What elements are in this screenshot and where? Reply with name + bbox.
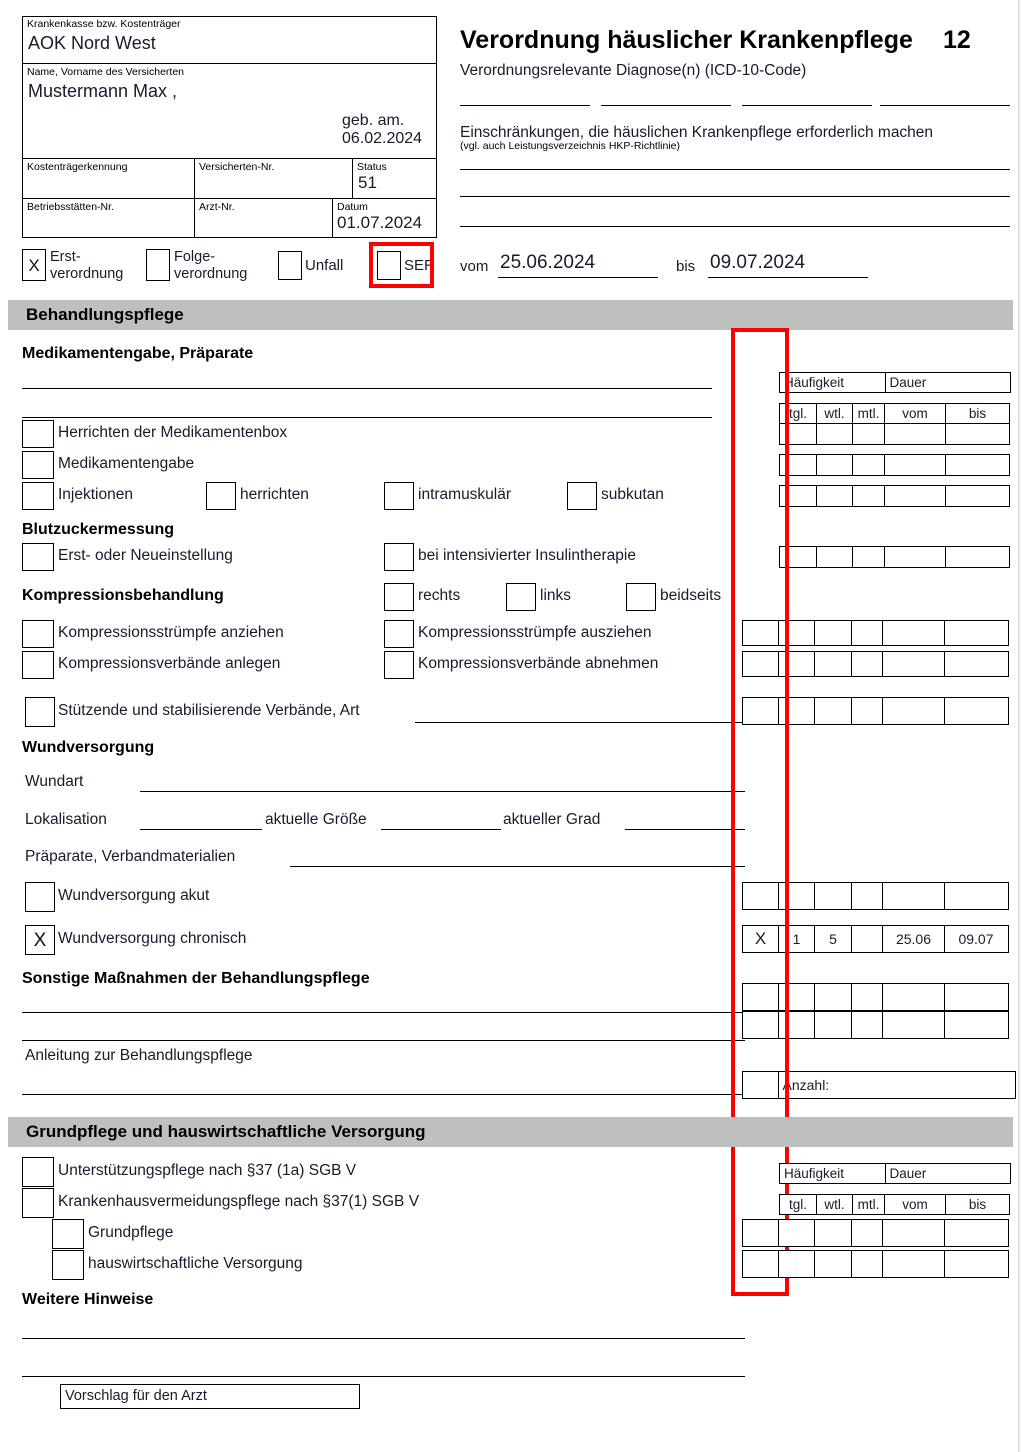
- freq-bis[interactable]: [944, 620, 1009, 646]
- birthdate-value[interactable]: 06.02.2024: [342, 130, 423, 147]
- heading-medikamentengabe: Medikamentengabe, Präparate: [22, 345, 254, 362]
- checkbox-folgeverordnung[interactable]: [146, 249, 170, 281]
- status-label: Status: [357, 161, 387, 173]
- freq-tgl[interactable]: 1: [778, 925, 816, 953]
- label-kompression-rechts: rechts: [418, 587, 461, 604]
- freq-wtl[interactable]: [814, 620, 852, 646]
- label-krankenhausvermeidungspflege: Krankenhausvermeidungspflege nach §37(1) SGB V: [58, 1193, 420, 1210]
- freq-wtl[interactable]: [816, 546, 854, 568]
- birthdate-label: geb. am.: [342, 112, 405, 129]
- freq-wtl[interactable]: 5: [814, 925, 852, 953]
- freq-tgl[interactable]: [779, 454, 817, 476]
- header-dauer: Dauer: [885, 1163, 1011, 1184]
- payer-id-label: Kostenträgerkennung: [27, 161, 128, 173]
- freq-tgl[interactable]: [778, 651, 816, 677]
- freq-bis[interactable]: [944, 983, 1009, 1011]
- freq-tgl[interactable]: [778, 1250, 816, 1278]
- freq-row-sonstige-1[interactable]: [742, 983, 1009, 1011]
- period-from-underline: [498, 277, 658, 278]
- checkbox-unterstuetzungspflege[interactable]: [22, 1157, 54, 1187]
- freq-row-injektionen[interactable]: [779, 485, 1010, 507]
- freq-tgl[interactable]: [778, 983, 816, 1011]
- header-haeufigkeit: Häufigkeit: [779, 1163, 886, 1184]
- freq-mtl[interactable]: [851, 925, 884, 953]
- freq-vom[interactable]: [884, 423, 947, 445]
- freq-bis[interactable]: [945, 546, 1010, 568]
- checkbox-blutzucker-ersteinstellung[interactable]: [22, 543, 54, 571]
- freq-row-wundversorgung-chronisch[interactable]: [742, 925, 1009, 953]
- icd-code-field-3[interactable]: [742, 105, 872, 106]
- freq-bis[interactable]: [944, 1219, 1009, 1247]
- label-erstverordnung: [50, 249, 123, 283]
- insurer-row: [22, 16, 437, 64]
- vorschlag-fuer-arzt-label: Vorschlag für den Arzt: [65, 1388, 207, 1404]
- checkbox-grundpflege[interactable]: [52, 1219, 84, 1249]
- freq-bis[interactable]: [945, 454, 1010, 476]
- freq-tgl[interactable]: [778, 882, 816, 910]
- freq-row-wundversorgung-akut[interactable]: [742, 882, 1009, 910]
- freq-wtl[interactable]: [814, 697, 852, 725]
- period-to-value[interactable]: 09.07.2024: [710, 252, 806, 273]
- issue-date-value[interactable]: 01.07.2024: [337, 213, 423, 232]
- diagnosis-label: Verordnungsrelevante Diagnose(n) (ICD-10-Code): [460, 62, 807, 79]
- freq-row-hauswirtschaftliche-versorgung[interactable]: [742, 1250, 1009, 1278]
- freq-mtl[interactable]: [851, 1011, 884, 1039]
- label-blutzucker-ersteinstellung: Erst- oder Neueinstellung: [58, 547, 233, 564]
- freq-wtl[interactable]: [814, 1219, 852, 1247]
- label-wundversorgung-akut: Wundversorgung akut: [58, 887, 210, 904]
- freq-bis[interactable]: [944, 1011, 1009, 1039]
- freq-wtl[interactable]: [816, 454, 854, 476]
- freq-bis[interactable]: [944, 1250, 1009, 1278]
- freq-wtl[interactable]: [814, 1250, 852, 1278]
- heading-kompressionsbehandlung: Kompressionsbehandlung: [22, 587, 224, 604]
- period-to-underline: [708, 277, 868, 278]
- section-header-behandlungspflege: Behandlungspflege: [8, 300, 1013, 330]
- freq-mtl[interactable]: [851, 882, 884, 910]
- heading-weitere-hinweise: Weitere Hinweise: [22, 1291, 154, 1308]
- freq-row-grundpflege[interactable]: [742, 1219, 1009, 1247]
- form-number: 12: [943, 26, 971, 54]
- freq-mtl[interactable]: [852, 454, 885, 476]
- freq-tgl[interactable]: [779, 485, 817, 507]
- label-medikamentengabe: Medikamentengabe: [58, 455, 195, 472]
- header-vom: vom: [884, 1194, 947, 1215]
- header-haeufigkeit: Häufigkeit: [779, 372, 886, 393]
- label-herrichten-medikamentenbox: Herrichten der Medikamentenbox: [58, 424, 288, 441]
- checkbox-ser[interactable]: [377, 251, 401, 280]
- freq-vom[interactable]: 25.06: [882, 925, 945, 953]
- freq-row-sonstige-2[interactable]: [742, 1011, 1009, 1039]
- freq-bis[interactable]: [944, 882, 1009, 910]
- label-stuetzende-verbaende: Stützende und stabilisierende Verbände, Art: [58, 702, 360, 719]
- freq-row-anleitung[interactable]: [742, 1071, 1016, 1099]
- erstverordnung-line2: verordnung: [50, 266, 124, 282]
- folgeverordnung-line2: verordnung: [174, 266, 248, 282]
- header-bis: bis: [945, 403, 1010, 424]
- label-hauswirtschaftliche-versorgung: hauswirtschaftliche Versorgung: [88, 1255, 303, 1272]
- label-unfall: Unfall: [305, 257, 344, 274]
- header-dauer: Dauer: [885, 372, 1011, 393]
- label-ser: SER: [404, 257, 435, 274]
- freq-pre-check[interactable]: [742, 1011, 779, 1039]
- checkbox-kompressionsverbaende-abnehmen[interactable]: [384, 651, 414, 679]
- checkbox-kompression-links[interactable]: [506, 583, 536, 611]
- issue-date-label: Datum: [337, 201, 368, 213]
- freq-vom[interactable]: [882, 983, 945, 1011]
- freq-wtl[interactable]: [816, 423, 854, 445]
- freq-mtl[interactable]: [851, 697, 884, 725]
- freq-bis[interactable]: [945, 485, 1010, 507]
- label-wundart: Wundart: [25, 773, 84, 790]
- label-injektionen-intramuskulaer: intramuskulär: [418, 486, 512, 503]
- checkbox-kompressionsstruempfe-anziehen[interactable]: [22, 620, 54, 648]
- patient-name-row: [22, 64, 437, 159]
- field-weitere-hinweise-1[interactable]: [22, 1338, 745, 1339]
- checkbox-medikamentengabe[interactable]: [22, 451, 54, 479]
- checkbox-injektionen[interactable]: [22, 482, 54, 510]
- practice-row: [22, 199, 437, 238]
- freq-vom[interactable]: [882, 697, 945, 725]
- freq-mtl[interactable]: [852, 546, 885, 568]
- label-injektionen-subkutan: subkutan: [601, 486, 664, 503]
- checkbox-injektionen-herrichten[interactable]: [206, 482, 236, 510]
- heading-wundversorgung: Wundversorgung: [22, 739, 155, 756]
- freq-wtl[interactable]: [816, 485, 854, 507]
- freq-row-stuetzende-verbaende[interactable]: [742, 697, 1009, 725]
- label-anleitung-behandlungspflege: Anleitung zur Behandlungspflege: [25, 1047, 253, 1064]
- period-from-label: vom: [460, 258, 489, 275]
- field-stuetzende-verbaende-art[interactable]: [415, 722, 745, 723]
- freq-pre-check[interactable]: [742, 651, 779, 677]
- freq-vom[interactable]: [882, 651, 945, 677]
- freq-vom[interactable]: [884, 454, 947, 476]
- freq-mtl[interactable]: [851, 620, 884, 646]
- restriction-label: Einschränkungen, die häuslichen Krankenpflege erforderlich machen: [460, 124, 934, 141]
- freq-vom[interactable]: [882, 1011, 945, 1039]
- checkbox-wundversorgung-akut[interactable]: [25, 882, 55, 912]
- freq-mtl[interactable]: [851, 651, 884, 677]
- label-kompressionsstruempfe-ausziehen: Kompressionsstrümpfe ausziehen: [418, 624, 652, 641]
- freq-row-herrichten-medikamentenbox[interactable]: [779, 423, 1010, 445]
- freq-row-blutzuckermessung[interactable]: [779, 546, 1010, 568]
- field-sonstige-massnahmen-1[interactable]: [22, 1012, 745, 1013]
- practice-no-label: Betriebsstätten-Nr.: [27, 201, 114, 213]
- freq-table-bp-header-group: [779, 372, 1011, 393]
- label-injektionen-herrichten: herrichten: [240, 486, 309, 503]
- freq-bis[interactable]: [944, 697, 1009, 725]
- label-lokalisation: Lokalisation: [25, 811, 107, 828]
- checkbox-krankenhausvermeidungspflege[interactable]: [22, 1188, 54, 1218]
- checkbox-injektionen-intramuskulaer[interactable]: [384, 482, 414, 510]
- freq-tgl[interactable]: [778, 697, 816, 725]
- folgeverordnung-line1: Folge-: [174, 249, 216, 265]
- label-grundpflege: Grundpflege: [88, 1224, 174, 1241]
- checkbox-blutzucker-insulintherapie[interactable]: [384, 543, 414, 571]
- freq-mtl[interactable]: [852, 485, 885, 507]
- vorschlag-fuer-arzt-box[interactable]: [60, 1384, 360, 1409]
- freq-tgl[interactable]: [779, 423, 817, 445]
- checkbox-kompressionsverbaende-anlegen[interactable]: [22, 651, 54, 679]
- label-wundversorgung-chronisch: Wundversorgung chronisch: [58, 930, 247, 947]
- field-sonstige-massnahmen-2[interactable]: [22, 1040, 745, 1041]
- header-wtl: wtl.: [816, 403, 854, 424]
- freq-mtl[interactable]: [851, 1219, 884, 1247]
- checkbox-kompression-beidseits[interactable]: [626, 583, 656, 611]
- field-praeparate-verbandmaterialien[interactable]: [290, 866, 745, 867]
- header-bis: bis: [945, 1194, 1010, 1215]
- checkbox-injektionen-subkutan[interactable]: [567, 482, 597, 510]
- label-blutzucker-insulintherapie: bei intensivierter Insulintherapie: [418, 547, 636, 564]
- freq-tgl[interactable]: [779, 546, 817, 568]
- patient-name-value[interactable]: Mustermann Max ,: [28, 81, 178, 101]
- restriction-line-1[interactable]: [460, 169, 1010, 170]
- freq-wtl[interactable]: [814, 1011, 852, 1039]
- doctor-no-label: Arzt-Nr.: [199, 201, 235, 213]
- field-anleitung-behandlungspflege[interactable]: [22, 1094, 745, 1095]
- anleitung-check-cell[interactable]: [742, 1071, 779, 1099]
- label-kompressionsverbaende-abnehmen: Kompressionsverbände abnehmen: [418, 655, 659, 672]
- freq-row-kompressionsverbaende[interactable]: [742, 651, 1009, 677]
- freq-table-gp-header-group: [779, 1163, 1011, 1184]
- checkbox-stuetzende-verbaende[interactable]: [25, 697, 55, 727]
- label-unterstuetzungspflege: Unterstützungspflege nach §37 (1a) SGB V: [58, 1162, 357, 1179]
- page-title: Verordnung häuslicher Krankenpflege: [460, 26, 913, 54]
- freq-tgl[interactable]: [778, 1219, 816, 1247]
- checkbox-erstverordnung[interactable]: X: [22, 249, 46, 281]
- header-wtl: wtl.: [816, 1194, 854, 1215]
- medikamente-line-1[interactable]: [22, 388, 712, 389]
- header-mtl: mtl.: [852, 403, 885, 424]
- freq-bis[interactable]: [944, 651, 1009, 677]
- period-from-value[interactable]: 25.06.2024: [500, 252, 596, 273]
- freq-table-gp-header-cols: [779, 1194, 1010, 1215]
- icd-code-field-1[interactable]: [460, 105, 590, 106]
- medikamente-line-2[interactable]: [22, 417, 712, 418]
- checkbox-herrichten-medikamentenbox[interactable]: [22, 420, 54, 448]
- freq-vom[interactable]: [882, 1219, 945, 1247]
- section-header-grundpflege: Grundpflege und hauswirtschaftliche Versorgung: [8, 1117, 1013, 1147]
- header-tgl: tgl.: [779, 1194, 817, 1215]
- freq-pre-check[interactable]: [742, 1219, 779, 1247]
- freq-pre-check[interactable]: [742, 882, 779, 910]
- checkbox-hauswirtschaftliche-versorgung[interactable]: [52, 1250, 84, 1280]
- field-aktueller-grad[interactable]: [625, 829, 745, 830]
- erstverordnung-line1: Erst-: [50, 249, 81, 265]
- icd-code-field-2[interactable]: [601, 105, 731, 106]
- payer-row: [22, 159, 437, 199]
- freq-pre-check[interactable]: X: [742, 925, 779, 953]
- label-aktuelle-groesse: aktuelle Größe: [265, 811, 367, 828]
- restriction-sublabel: (vgl. auch Leistungsverzeichnis HKP-Richtlinie): [460, 140, 681, 152]
- freq-mtl[interactable]: [851, 1250, 884, 1278]
- freq-mtl[interactable]: [851, 983, 884, 1011]
- label-kompressionsstruempfe-anziehen: Kompressionsstrümpfe anziehen: [58, 624, 284, 641]
- restriction-line-2[interactable]: [460, 196, 1010, 197]
- freq-table-bp-header-cols: [779, 403, 1010, 424]
- label-kompressionsverbaende-anlegen: Kompressionsverbände anlegen: [58, 655, 281, 672]
- anzahl-label[interactable]: Anzahl:: [778, 1071, 1016, 1099]
- freq-wtl[interactable]: [814, 983, 852, 1011]
- label-injektionen: Injektionen: [58, 486, 133, 503]
- status-value[interactable]: 51: [358, 173, 377, 192]
- insurer-label: Krankenkasse bzw. Kostenträger: [27, 18, 181, 30]
- field-weitere-hinweise-2[interactable]: [22, 1376, 745, 1377]
- label-kompression-beidseits: beidseits: [660, 587, 722, 604]
- freq-wtl[interactable]: [814, 651, 852, 677]
- freq-vom[interactable]: [884, 546, 947, 568]
- checkbox-kompression-rechts[interactable]: [384, 583, 414, 611]
- label-folgeverordnung: [174, 249, 247, 283]
- field-aktuelle-groesse[interactable]: [381, 829, 501, 830]
- label-kompression-links: links: [540, 587, 572, 604]
- field-lokalisation[interactable]: [140, 829, 262, 830]
- freq-tgl[interactable]: [778, 620, 816, 646]
- insured-no-label: Versicherten-Nr.: [199, 161, 275, 173]
- checkbox-kompressionsstruempfe-ausziehen[interactable]: [384, 620, 414, 648]
- period-to-label: bis: [676, 258, 696, 275]
- checkbox-wundversorgung-chronisch[interactable]: X: [25, 925, 55, 955]
- freq-tgl[interactable]: [778, 1011, 816, 1039]
- freq-pre-check[interactable]: [742, 983, 779, 1011]
- freq-pre-check[interactable]: [742, 620, 779, 646]
- checkbox-unfall[interactable]: [278, 251, 302, 280]
- label-aktueller-grad: aktueller Grad: [503, 811, 601, 828]
- patient-name-label: Name, Vorname des Versicherten: [27, 66, 184, 78]
- restriction-line-3[interactable]: [460, 226, 1010, 227]
- label-praeparate-verbandmaterialien: Präparate, Verbandmaterialien: [25, 848, 236, 865]
- header-tgl: tgl.: [779, 403, 817, 424]
- heading-blutzuckermessung: Blutzuckermessung: [22, 521, 175, 538]
- freq-pre-check[interactable]: [742, 1250, 779, 1278]
- freq-vom[interactable]: [884, 485, 947, 507]
- heading-sonstige-massnahmen: Sonstige Maßnahmen der Behandlungspflege: [22, 970, 370, 987]
- freq-row-kompressionsstruempfe[interactable]: [742, 620, 1009, 646]
- freq-vom[interactable]: [882, 620, 945, 646]
- freq-row-medikamentengabe[interactable]: [779, 454, 1010, 476]
- field-wundart[interactable]: [140, 791, 745, 792]
- freq-pre-check[interactable]: [742, 697, 779, 725]
- freq-vom[interactable]: [882, 882, 945, 910]
- freq-vom[interactable]: [882, 1250, 945, 1278]
- icd-code-field-4[interactable]: [880, 105, 1010, 106]
- header-mtl: mtl.: [852, 1194, 885, 1215]
- freq-bis[interactable]: [945, 423, 1010, 445]
- freq-bis[interactable]: 09.07: [944, 925, 1009, 953]
- freq-wtl[interactable]: [814, 882, 852, 910]
- freq-mtl[interactable]: [852, 423, 885, 445]
- insurer-value[interactable]: AOK Nord West: [28, 33, 156, 53]
- header-vom: vom: [884, 403, 947, 424]
